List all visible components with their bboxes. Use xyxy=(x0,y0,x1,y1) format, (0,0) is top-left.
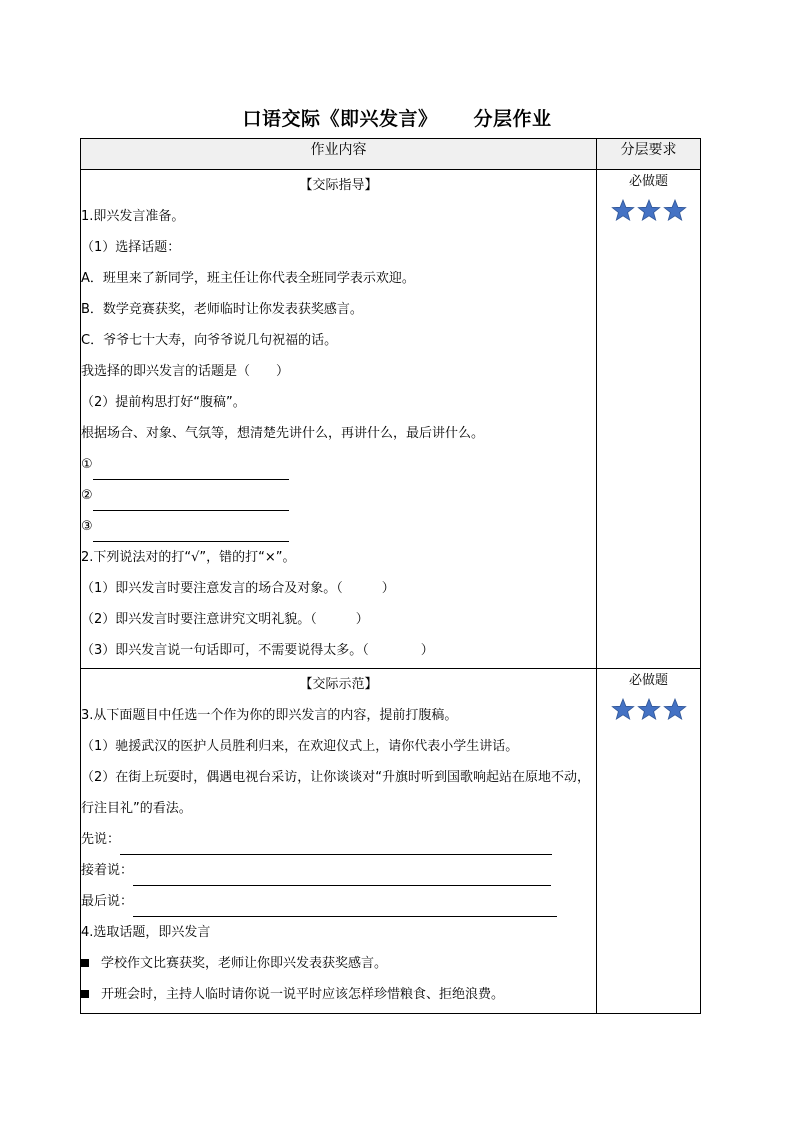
square-bullet-icon xyxy=(81,990,89,998)
title-main: 口语交际《即兴发言》 xyxy=(242,108,438,130)
demo-content xyxy=(81,669,597,1014)
required-label: 必做题 xyxy=(628,174,668,189)
demo-heading: 【交际示范】 xyxy=(299,677,378,692)
option-c: C．爷爷七十大寿，向爷爷说几句祝福的话。 xyxy=(81,333,338,348)
star-icon xyxy=(637,698,661,721)
then-say-line xyxy=(81,855,596,886)
first-say-label: 先说： xyxy=(81,832,121,847)
q1: 1.即兴发言准备。 xyxy=(81,209,185,224)
outline-line-1 xyxy=(81,449,596,480)
q1-sub2: （2）提前构思打好“腹稿”。 xyxy=(81,395,246,410)
last-say-label: 最后说： xyxy=(81,894,134,909)
guidance-content xyxy=(81,170,597,669)
answer-blank-3[interactable] xyxy=(93,521,289,542)
header-requirement: 分层要求 xyxy=(597,139,701,170)
q1-sub1: （1）选择话题： xyxy=(81,240,181,255)
page-title xyxy=(0,104,794,131)
star-icon xyxy=(663,698,687,721)
answer-blank-1[interactable] xyxy=(93,459,289,480)
section-demo xyxy=(81,669,701,1014)
option-a: A．班里来了新同学，班主任让你代表全班同学表示欢迎。 xyxy=(81,271,415,286)
topic-2-text: 开班会时，主持人临时请你说一说平时应该怎样珍惜粮食、拒绝浪费。 xyxy=(101,987,505,1002)
guidance-requirement xyxy=(597,170,701,669)
q4: 4.选取话题，即兴发言 xyxy=(81,925,211,940)
q2-item-3: （3）即兴发言说一句话即可，不需要说得太多。（ ） xyxy=(81,643,434,658)
last-say-blank[interactable] xyxy=(133,896,557,917)
header-content: 作业内容 xyxy=(81,139,597,170)
first-say-blank[interactable] xyxy=(120,834,552,855)
square-bullet-icon xyxy=(81,959,89,967)
then-say-blank[interactable] xyxy=(133,865,551,886)
demo-requirement xyxy=(597,669,701,1014)
outline-line-3 xyxy=(81,511,596,542)
choice-line: 我选择的即兴发言的话题是（ ） xyxy=(81,364,290,379)
star-rating xyxy=(597,199,700,222)
mark-2: ② xyxy=(81,488,93,503)
hint-line: 根据场合、对象、气氛等，想清楚先讲什么，再讲什么，最后讲什么。 xyxy=(81,426,485,441)
q3-item-2: （2）在街上玩耍时，偶遇电视台采访，让你谈谈对“升旗时听到国歌响起站在原地不动，行注目礼”的看法。 xyxy=(81,770,591,816)
topic-2 xyxy=(81,979,596,1010)
q2: 2.下列说法对的打“√”，错的打“×”。 xyxy=(81,550,296,565)
q3-item-1: （1）驰援武汉的医护人员胜利归来，在欢迎仪式上，请你代表小学生讲话。 xyxy=(81,739,519,754)
first-say-line xyxy=(81,824,596,855)
option-b: B．数学竞赛获奖，老师临时让你发表获奖感言。 xyxy=(81,302,363,317)
last-say-line xyxy=(81,886,596,917)
star-icon xyxy=(637,199,661,222)
then-say-label: 接着说： xyxy=(81,863,134,878)
answer-blank-2[interactable] xyxy=(93,490,289,511)
star-icon xyxy=(611,199,635,222)
star-rating xyxy=(597,698,700,721)
guidance-heading: 【交际指导】 xyxy=(299,178,378,193)
q3: 3.从下面题目中任选一个作为你的即兴发言的内容，提前打腹稿。 xyxy=(81,708,458,723)
mark-1: ① xyxy=(81,457,93,472)
topic-1 xyxy=(81,948,596,979)
star-icon xyxy=(611,698,635,721)
star-icon xyxy=(663,199,687,222)
section-guidance xyxy=(81,170,701,669)
q2-item-1: （1）即兴发言时要注意发言的场合及对象。（ ） xyxy=(81,581,395,596)
required-label: 必做题 xyxy=(628,673,668,688)
title-sub: 分层作业 xyxy=(473,108,552,130)
homework-table xyxy=(80,138,701,1014)
mark-3: ③ xyxy=(81,519,93,534)
topic-1-text: 学校作文比赛获奖，老师让你即兴发表获奖感言。 xyxy=(101,956,388,971)
outline-line-2 xyxy=(81,480,596,511)
q2-item-2: （2）即兴发言时要注意讲究文明礼貌。（ ） xyxy=(81,612,369,627)
header-row xyxy=(81,139,701,170)
